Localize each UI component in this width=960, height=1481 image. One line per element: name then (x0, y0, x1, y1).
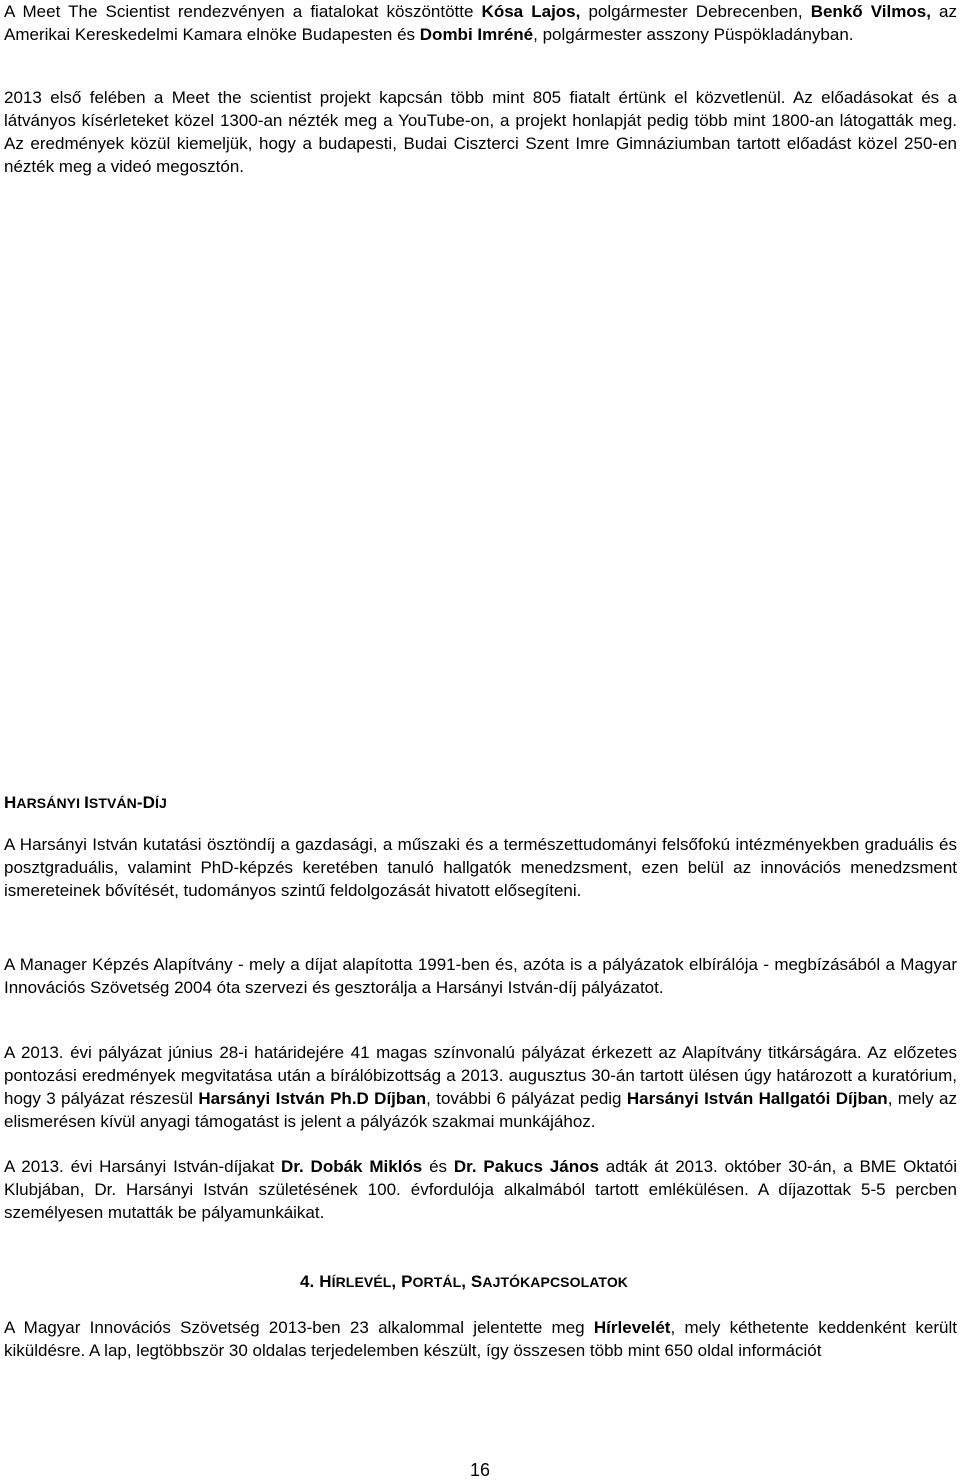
text-run: , mely az elismerésen kívül anyagi támogatást is jelent a pályázók szakmai munkájához. (4, 1089, 957, 1131)
text-run: , további 6 pályázat pedig (426, 1089, 627, 1108)
text-run: polgármester Debrecenben, (580, 2, 811, 21)
harsanyi-2013-paragraph (4, 1041, 957, 1133)
section-4-heading: 4. HÍRLEVÉL, PORTÁL, SAJTÓKAPCSOLATOK (300, 1272, 629, 1291)
text-run: A Magyar Innovációs Szövetség 2013-ben 23 alkalommal jelentette meg (4, 1318, 594, 1337)
text-run: és (422, 1157, 454, 1176)
newsletter-paragraph (4, 1316, 957, 1362)
bold-name-kosa: Kósa Lajos, (481, 2, 581, 21)
text-run: adták át 2013. október 30-án, a BME Oktatói Klubjában, Dr. Harsányi István születésének 100. évfordulója alkalmából tartott emlékülésen. A díjazottak 5-5 percben személyesen mutatták be pályamunkáikat. (4, 1157, 957, 1222)
meet-scientist-results-paragraph: 2013 első felében a Meet the scientist projekt kapcsán több mint 805 fiatalt értünk el közvetlenül. Az előadásokat és a látványos kísérleteket közel 1300-an nézték meg a YouTube-on, a projekt honlapját pedig több mint 1800-an látogatták meg. Az eredmények közül kiemeljük, hogy a budapesti, Budai Ciszterci Szent Imre Gimnáziumban tartott előadást közel 250-en nézték meg a videó megosztón. (4, 88, 957, 176)
bold-student-prize: Harsányi István Hallgatói Díjban (626, 1089, 888, 1108)
text-run: A 2013. évi pályázat június 28-i határidejére 41 magas színvonalú pályázat érkezett az Alapítvány titkárságára. Az előzetes pontozási eredmények megvitatása után a bírálóbizottság a 2013. augusztus 30-án tartott ülésen úgy határozott a kuratórium, hogy 3 pályázat részesül (4, 1043, 957, 1108)
bold-phd-prize: Harsányi István Ph.D Díjban (198, 1089, 427, 1108)
harsanyi-intro-paragraph: A Harsányi István kutatási ösztöndíj a gazdasági, a műszaki és a természettudományi felsőfokú intézményekben graduális és posztgraduális, valamint PhD-képzés keretében tanuló hallgatók menedzsment, ezen belül az innovációs menedzsment ismereteinek bővítését, tudományos szintű feldolgozását hivatott elősegíteni. (4, 835, 957, 900)
harsanyi-heading: HARSÁNYI ISTVÁN-DÍJ (4, 793, 167, 812)
bold-name-pakucs: Dr. Pakucs János (453, 1157, 599, 1176)
harsanyi-foundation-paragraph: A Manager Képzés Alapítvány - mely a díjat alapította 1991-ben és, azóta is a pályázatok elbírálója - megbízásából a Magyar Innovációs Szövetség 2004 óta szervezi és gesztorálja a Harsányi István-díj pályázatot. (4, 955, 957, 997)
text-run: az Amerikai Kereskedelmi Kamara elnöke Budapesten és (4, 2, 958, 44)
text-run: A 2013. évi Harsányi István-díjakat (4, 1157, 282, 1176)
bold-name-dombi: Dombi Imréné (419, 25, 534, 44)
text-run: A Meet The Scientist rendezvényen a fiatalokat köszöntötte (4, 2, 482, 21)
bold-name-benko: Benkő Vilmos, (810, 2, 931, 21)
harsanyi-award-ceremony-paragraph (4, 1155, 957, 1224)
text-run: , polgármester asszony Püspökladányban. (533, 25, 854, 44)
text-run: , mely kéthetente keddenként került kiküldésre. A lap, legtöbbször 30 oldalas terjedelemben készült, így összesen több mint 650 oldal információt (4, 1318, 957, 1360)
bold-newsletter: Hírlevelét (593, 1318, 671, 1337)
page-number: 16 (469, 1460, 491, 1480)
bold-name-dobak: Dr. Dobák Miklós (281, 1157, 423, 1176)
meet-scientist-paragraph (4, 0, 957, 46)
